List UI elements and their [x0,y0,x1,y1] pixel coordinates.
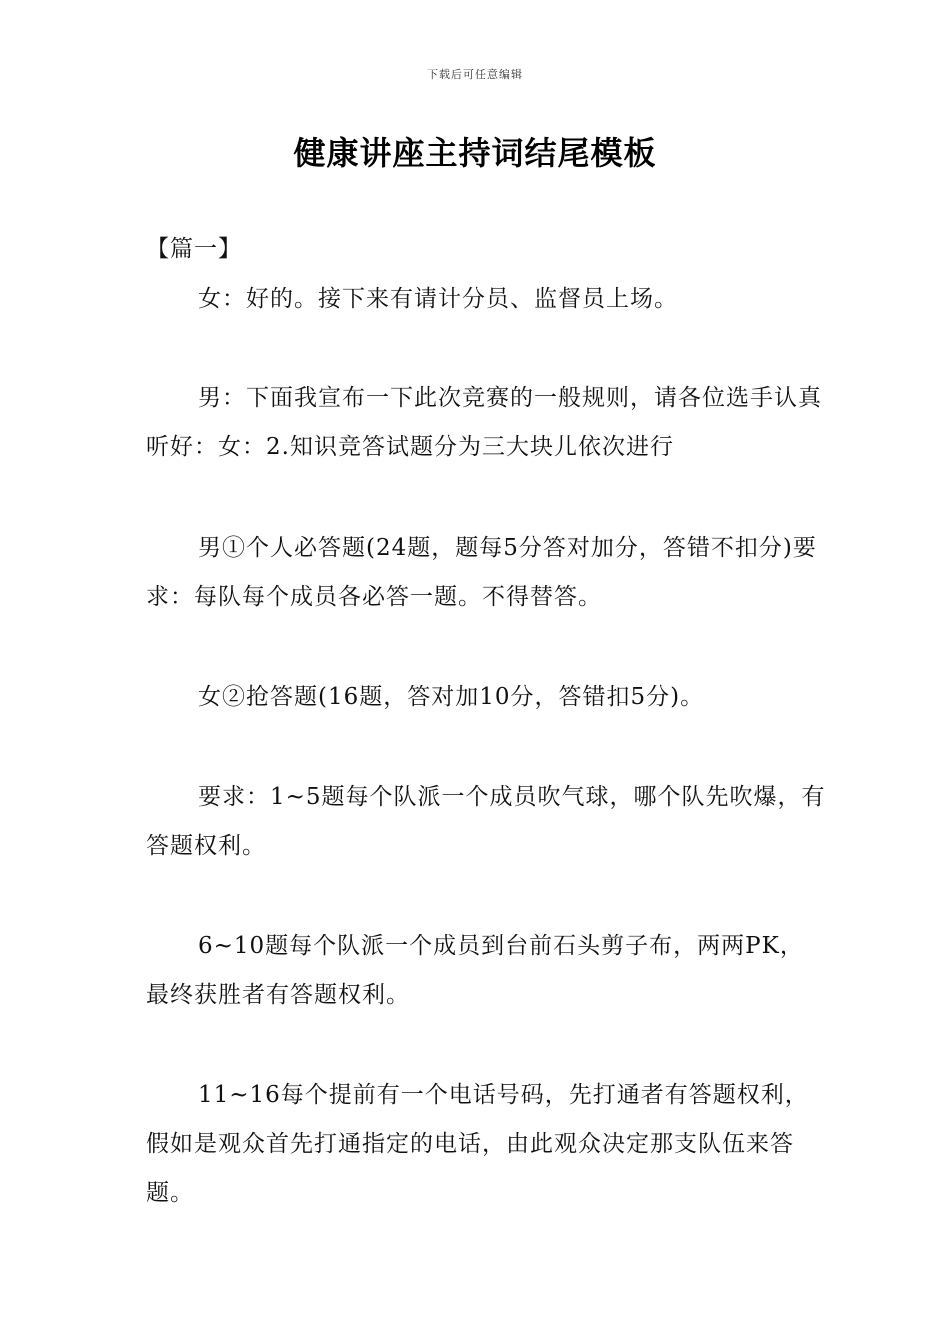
paragraph-4: 女②抢答题(16题，答对加10分，答错扣5分)。 [198,684,705,710]
paragraph-1: 女：好的。接下来有请计分员、监督员上场。 [198,286,678,312]
paragraph-2: 男：下面我宣布一下此次竞赛的一般规则，请各位选手认真听好：女：2.知识竞答试题分为三大块儿依次进行 [146,385,822,460]
header-note: 下载后可任意编辑 [427,68,523,81]
document-title: 健康讲座主持词结尾模板 [293,134,657,172]
section-label: 【篇一】 [146,236,242,262]
paragraph-7: 11~16每个提前有一个电话号码，先打通者有答题权利，假如是观众首先打通指定的电话，由此观众决定那支队伍来答题。 [146,1082,809,1206]
paragraph-6: 6~10题每个队派一个成员到台前石头剪子布，两两PK，最终获胜者有答题权利。 [146,933,804,1008]
paragraph-5: 要求：1~5题每个队派一个成员吹气球，哪个队先吹爆，有答题权利。 [146,784,826,859]
paragraph-3: 男①个人必答题(24题，题每5分答对加分，答错不扣分)要求：每队每个成员各必答一题。不得替答。 [146,535,817,610]
